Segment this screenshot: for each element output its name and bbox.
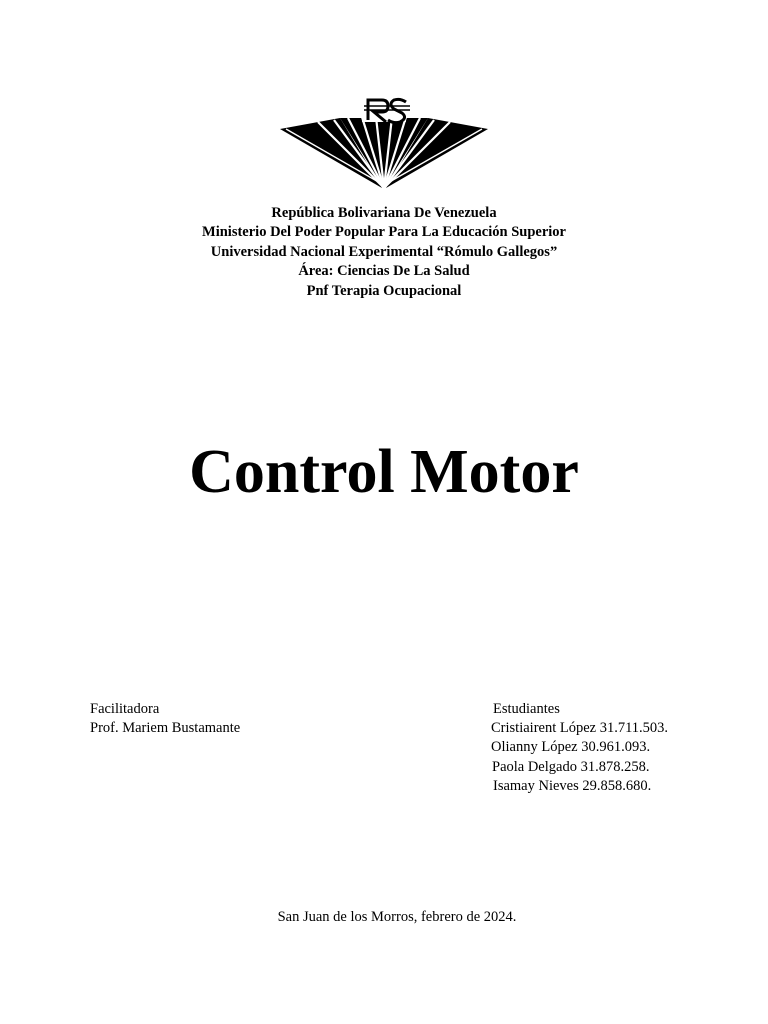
facilitator-block (90, 700, 240, 738)
students-label: Estudiantes (493, 701, 560, 717)
facilitator-label: Facilitadora (90, 701, 160, 717)
header-line-country: República Bolivariana De Venezuela (271, 205, 497, 221)
institution-logo-icon (278, 96, 490, 190)
header-line-program: Pnf Terapia Ocupacional (306, 282, 462, 299)
student-item: Cristiairent López 31.711.503. (491, 720, 669, 736)
student-item: Olianny López 30.961.093. (491, 739, 651, 756)
student-item: Isamay Nieves 29.858.680. (493, 778, 652, 795)
institution-header (0, 204, 768, 301)
header-line-ministry: Ministerio Del Poder Popular Para La Educación Superior (202, 224, 566, 241)
document-title: Control Motor (189, 438, 579, 506)
place-date-footer: San Juan de los Morros, febrero de 2024. (277, 909, 517, 925)
facilitator-name: Prof. Mariem Bustamante (90, 720, 241, 736)
header-line-university: Universidad Nacional Experimental “Rómulo Gallegos” (210, 243, 558, 260)
student-item: Paola Delgado 31.878.258. (492, 758, 650, 775)
students-block (491, 700, 668, 797)
header-line-area: Área: Ciencias De La Salud (298, 263, 470, 280)
